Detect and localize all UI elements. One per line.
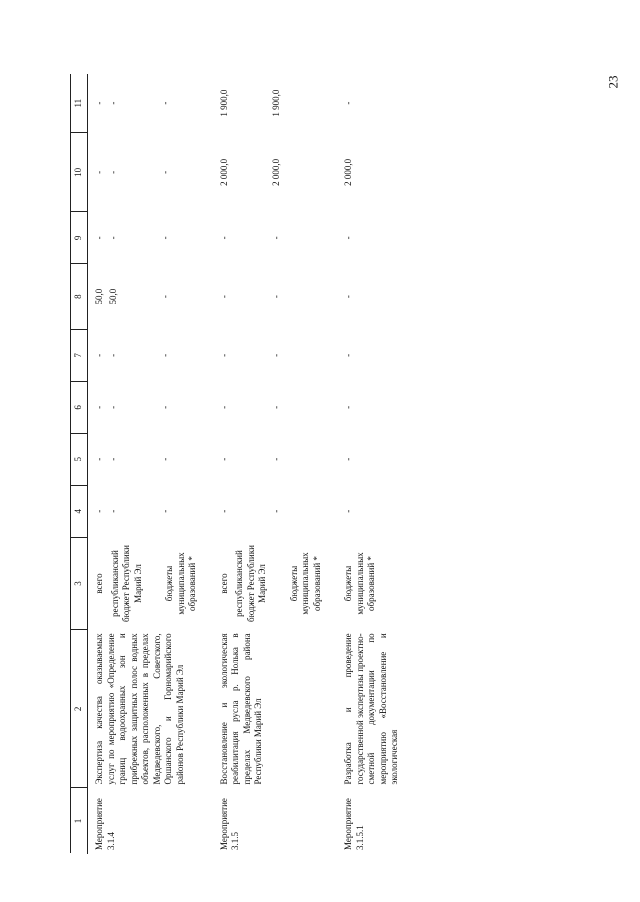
value-cell: - - bbox=[218, 509, 281, 513]
value-cell: - bbox=[343, 101, 353, 105]
value-cell: - bbox=[343, 353, 353, 357]
table-row bbox=[337, 74, 411, 854]
col-header: 9 bbox=[71, 212, 88, 264]
measure-description: Разработка и проведение государственной экспертизы проектно-сметной документации по мероприятию «Восстановление и экологическая bbox=[343, 633, 399, 785]
measure-id: Мероприятие 3.1.5.1 bbox=[343, 798, 365, 850]
value-cell: - bbox=[343, 509, 353, 513]
col-header: 11 bbox=[71, 74, 88, 133]
value-cell: - - bbox=[218, 353, 281, 357]
value-cell: 2 000,0 2 000,0 bbox=[218, 158, 281, 186]
value-cell: - - - bbox=[94, 509, 170, 513]
value-cell: - - bbox=[218, 405, 281, 409]
col-header: 4 bbox=[71, 485, 88, 537]
col-header: 3 bbox=[71, 537, 88, 630]
measures-table bbox=[70, 74, 411, 854]
value-cell: - - - bbox=[94, 353, 170, 357]
page-number: 23 bbox=[605, 75, 621, 89]
source-label: бюджеты муниципальных образований * bbox=[288, 552, 322, 615]
value-cell: - bbox=[343, 295, 353, 299]
table-row bbox=[88, 74, 213, 854]
value-cell: 1 900,0 1 900,0 bbox=[218, 89, 281, 117]
value-cell: 50,0 50,0 - bbox=[94, 288, 170, 305]
source-label: республиканский бюджет Республики Марий Эл bbox=[109, 545, 143, 622]
value-cell: - - - bbox=[94, 457, 170, 461]
value-cell: - - - bbox=[94, 236, 170, 240]
header-row bbox=[71, 74, 88, 854]
source-label: бюджеты муниципальных образований * bbox=[164, 552, 197, 615]
col-header: 2 bbox=[71, 630, 88, 788]
rotated-table-sheet bbox=[70, 74, 570, 854]
col-header: 7 bbox=[71, 329, 88, 381]
source-label: всего bbox=[94, 573, 104, 594]
col-header: 1 bbox=[71, 788, 88, 854]
value-cell: - - bbox=[218, 295, 281, 299]
source-label: бюджеты муниципальных образований * bbox=[343, 552, 376, 615]
source-label: всего bbox=[218, 573, 229, 594]
measure-id: Мероприятие 3.1.5 bbox=[218, 798, 240, 850]
measure-description: Экспертиза качества оказываемых услуг по мероприятию «Определение границ водоохранных зон и прибрежных защитных полос водных объектов, расположенных в пределах Медведевского, Советского, Оршанского и Горномарийского районов Республики Марий Эл bbox=[94, 633, 185, 785]
value-cell: - - bbox=[218, 236, 281, 240]
funding-sources bbox=[213, 537, 338, 630]
value-cell: - - - bbox=[94, 405, 170, 409]
value-cell: - - bbox=[218, 457, 281, 461]
funding-sources bbox=[337, 537, 411, 630]
value-cell: - - - bbox=[94, 101, 170, 105]
funding-sources bbox=[88, 537, 213, 630]
value-cell: - bbox=[343, 457, 353, 461]
value-cell: - bbox=[343, 236, 353, 240]
col-header: 10 bbox=[71, 133, 88, 212]
measure-id: Мероприятие 3.1.4 bbox=[94, 798, 116, 850]
table-row bbox=[213, 74, 338, 854]
col-header: 6 bbox=[71, 381, 88, 433]
col-header: 8 bbox=[71, 264, 88, 330]
value-cell: - - - bbox=[94, 170, 170, 174]
source-label: республиканский бюджет Республики Марий Эл bbox=[234, 545, 267, 622]
value-cell: - bbox=[343, 405, 353, 409]
col-header: 5 bbox=[71, 433, 88, 485]
measure-description: Восстановление и экологическая реабилитация русла р. Нолька в пределах Медведевского района Республики Марий Эл bbox=[218, 633, 263, 785]
value-cell: 2 000,0 bbox=[343, 158, 353, 186]
